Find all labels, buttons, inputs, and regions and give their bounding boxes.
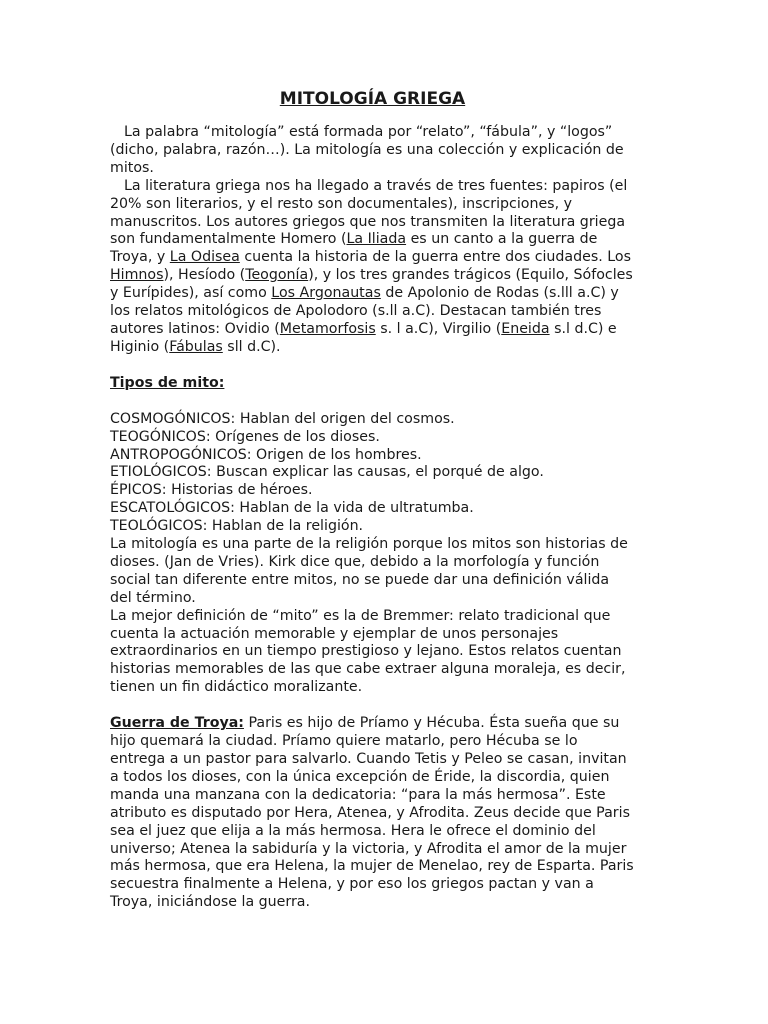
troya-text: Paris es hijo de Príamo y Hécuba. Ésta sueña que su hijo quemará la ciudad. Príamo quiere matarlo, pero Hécuba se lo entrega a un pastor para salvarlo. Cuando Tetis y Peleo se casan, invitan a todos los dioses, con la única excepción de Éride, la discordia, quien manda una manzana con la dedicatoria: “para la más hermosa”. Este atributo es disputado por Hera, Atenea, y Afrodita. Zeus decide que Paris sea el juez que elija a la más hermosa. Hera le ofrece el dominio del universo; Atenea la sabiduría y la victoria, y Afrodita el amor de la mujer más hermosa, que era Helena, la mujer de Menelao, rey de Esparta. Paris secuestra finalmente a Helena, y por eso los griegos pactan y van a Troya, iniciándose la guerra.: [110, 715, 634, 911]
text-run: s. l a.C), Virgilio (: [375, 320, 502, 337]
document-page: [110, 88, 635, 912]
title-los-argonautas: Los Argonautas: [271, 285, 381, 302]
title-metamorfosis: Metamorfosis: [279, 320, 376, 337]
text-run: s.l d.C) e Higinio (: [110, 320, 617, 355]
title-teogonia: Teogonía: [245, 267, 309, 284]
text-run: sll d.C).: [222, 338, 281, 355]
list-item: ANTROPOGÓNICOS: Origen de los hombres.: [110, 446, 422, 463]
document-title: MITOLOGÍA GRIEGA: [279, 89, 466, 109]
text-run: La literatura griega nos ha llegado a través de tres fuentes: papiros (el 20% son literarios, y el resto son documentales), inscripciones, y manuscritos. Los autores griegos que nos transmiten la literatura griega son fundamentalmente Homero (: [110, 177, 628, 248]
list-item: TEOLÓGICOS: Hablan de la religión.: [110, 518, 364, 535]
text-run: de Apolonio de Rodas (s.lll a.C) y los relatos mitológicos de Apolodoro (s.ll a.C). Destacan también tres autores latinos: Ovidio (: [110, 285, 619, 337]
title-la-odisea: La Odisea: [169, 249, 240, 266]
religion-paragraph: La mitología es una parte de la religión porque los mitos son historias de dioses. (Jan de Vries). Kirk dice que, debido a la morfología y función social tan diferente entre mitos, no se puede dar una definición válida del término.: [110, 536, 628, 606]
list-item: ESCATOLÓGICOS: Hablan de la vida de ultratumba.: [110, 500, 474, 517]
text-run: ), y los tres grandes trágicos (Equilo, Sófocles y Eurípides), así como: [110, 267, 633, 302]
list-item: TEOGÓNICOS: Orígenes de los dioses.: [110, 428, 380, 445]
intro-paragraph-1: La palabra “mitología” está formada por “relato”, “fábula”, y “logos” (dicho, palabra, razón…). La mitología es una colección y explicación de mitos.: [110, 124, 624, 176]
intro-paragraph-2: [110, 178, 635, 357]
spacer: [110, 357, 635, 375]
section-heading-tipos: Tipos de mito:: [110, 374, 225, 391]
list-item: COSMOGÓNICOS: Hablan del origen del cosmos.: [110, 410, 455, 427]
bremmer-paragraph: La mejor definición de “mito” es la de Bremmer: relato tradicional que cuenta la actuación memorable y ejemplar de unos personajes extraordinarios en un tiempo prestigioso y lejano. Estos relatos cuentan historias memorables de las que cabe extraer alguna moraleja, es decir, tienen un fin didáctico moralizante.: [110, 607, 626, 696]
spacer: [110, 697, 635, 715]
list-item: ÉPICOS: Historias de héroes.: [110, 482, 313, 499]
title-eneida: Eneida: [501, 320, 550, 337]
section-heading-troya: Guerra de Troya:: [110, 715, 244, 732]
title-la-iliada: La Iliada: [346, 231, 407, 248]
list-item: ETIOLÓGICOS: Buscan explicar las causas, el porqué de algo.: [110, 464, 544, 481]
title-fabulas: Fábulas: [169, 338, 223, 355]
troya-paragraph: [110, 715, 635, 912]
text-run: ), Hesíodo (: [163, 267, 246, 284]
title-himnos: Himnos: [110, 267, 164, 284]
text-run: es un canto a la guerra de Troya, y: [110, 231, 598, 266]
spacer: [110, 393, 635, 411]
text-run: cuenta la historia de la guerra entre dos ciudades. Los: [239, 249, 631, 266]
